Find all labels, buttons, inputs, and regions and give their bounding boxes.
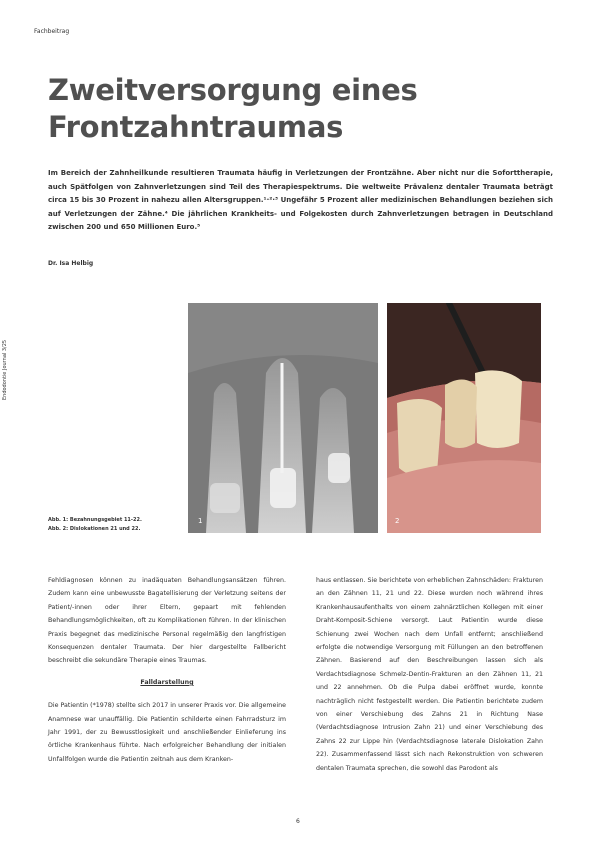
body-column-right [316, 574, 543, 775]
section-subhead: Falldarstellung [140, 678, 194, 686]
page-number: 6 [296, 818, 300, 825]
body-left-paragraph-1: Fehldiagnosen können zu inadäquaten Behandlungsansätzen führen. Zudem kann eine unbewusste Bagatellisierung der Verletzung seitens der Patient/-innen oder ihrer Eltern, gepaart mit fehlenden Behandlungsmöglichkeiten, oft zu Komplikationen führen. In der klinischen Praxis begegnet das medizinische Personal regelmäßig den langfristigen Konsequenzen dentaler Traumata. Der hier dargestellte Fallbericht beschreibt die sekundäre Therapie eines Traumas. [48, 577, 286, 665]
headline-line-2: Frontzahntraumas [48, 110, 344, 144]
journal-label: Endodontie Journal 3/25 [2, 339, 8, 400]
figure-1-radiograph [188, 303, 378, 533]
article-headline [48, 72, 548, 146]
clinical-photo-image [387, 303, 541, 533]
body-left-paragraph-2: Die Patientin (*1978) stellte sich 2017 in unserer Praxis vor. Die allgemeine Anamnese war unauffällig. Die Patientin schilderte einen Fahrradsturz im Jahr 1991, der zu Bewusstlosigkeit und anschließender Einlieferung ins örtliche Krankenhaus führte. Nach erfolgreicher Behandlung der initialen Unfallfolgen wurde die Patientin zeitnah aus dem Kranken- [48, 702, 286, 763]
figure-captions [48, 516, 178, 534]
body-column-left [48, 574, 286, 766]
lead-text: Im Bereich der Zahnheilkunde resultieren Traumata häufig in Verletzungen der Frontzähne. Aber nicht nur die Soforttherapie, auch Spätfolgen von Zahnverletzungen sind Teil des Therapiespektrums. Die weltweite Prävalenz dentaler Traumata beträgt circa 15 bis 30 Prozent in nahezu allen Altersgruppen.¹·²·³ Ungefähr 5 Prozent aller medizinischen Behandlungen beziehen sich auf Verletzungen der Zähne.⁴ Die jährlichen Krankheits- und Folgekosten durch Zahnverletzungen betragen in Deutschland zwischen 200 und 650 Millionen Euro.⁵ [48, 169, 553, 231]
figure-2-number: 2 [395, 517, 400, 525]
body-right-paragraph-1: haus entlassen. Sie berichtete von erheblichen Zahnschäden: Frakturen an den Zähnen 11, 21 und 22. Diese wurden noch während ihres Krankenhausaufenthalts von einem zahnärztlichen Kollegen mit einer Draht-Komposit-Schiene versorgt. Laut Patientin wurde diese Schienung zwei Wochen nach dem Unfall entfernt; anschließend erfolgte die notwendige Versorgung mit Füllungen an den betroffenen Zähnen. Basierend auf den Beschreibungen lassen sich als Verdachtsdiagnose Schmelz-Dentin-Frakturen an den Zähnen 11, 21 und 22 annehmen. Ob die Pulpa dabei eröffnet wurde, konnte nachträglich nicht festgestellt werden. Die Patientin berichtete zudem von einer Verschiebung des Zahns 21 in Richtung Nase (Verdachtsdiagnose Intrusion Zahn 21) und einer Verschiebung des Zahns 22 zur Lippe hin (Verdachtsdiagnose laterale Dislokation Zahn 22). Zusammenfassend lässt sich nach Rekonstruktion von schweren dentalen Traumata sprechen, die sowohl das Parodont als [316, 577, 543, 772]
radiograph-image [188, 303, 378, 533]
author-name: Dr. Isa Helbig [48, 260, 94, 267]
section-kicker: Fachbeitrag [34, 28, 70, 35]
figure-1-number: 1 [198, 517, 203, 525]
caption-figure-1: Abb. 1: Bezahnungsgebiet 11-22. [48, 517, 142, 523]
lead-paragraph [48, 167, 553, 235]
caption-figure-2: Abb. 2: Dislokationen 21 und 22. [48, 526, 141, 532]
figure-2-clinical-photo [387, 303, 541, 533]
headline-line-1: Zweitversorgung eines [48, 73, 418, 107]
